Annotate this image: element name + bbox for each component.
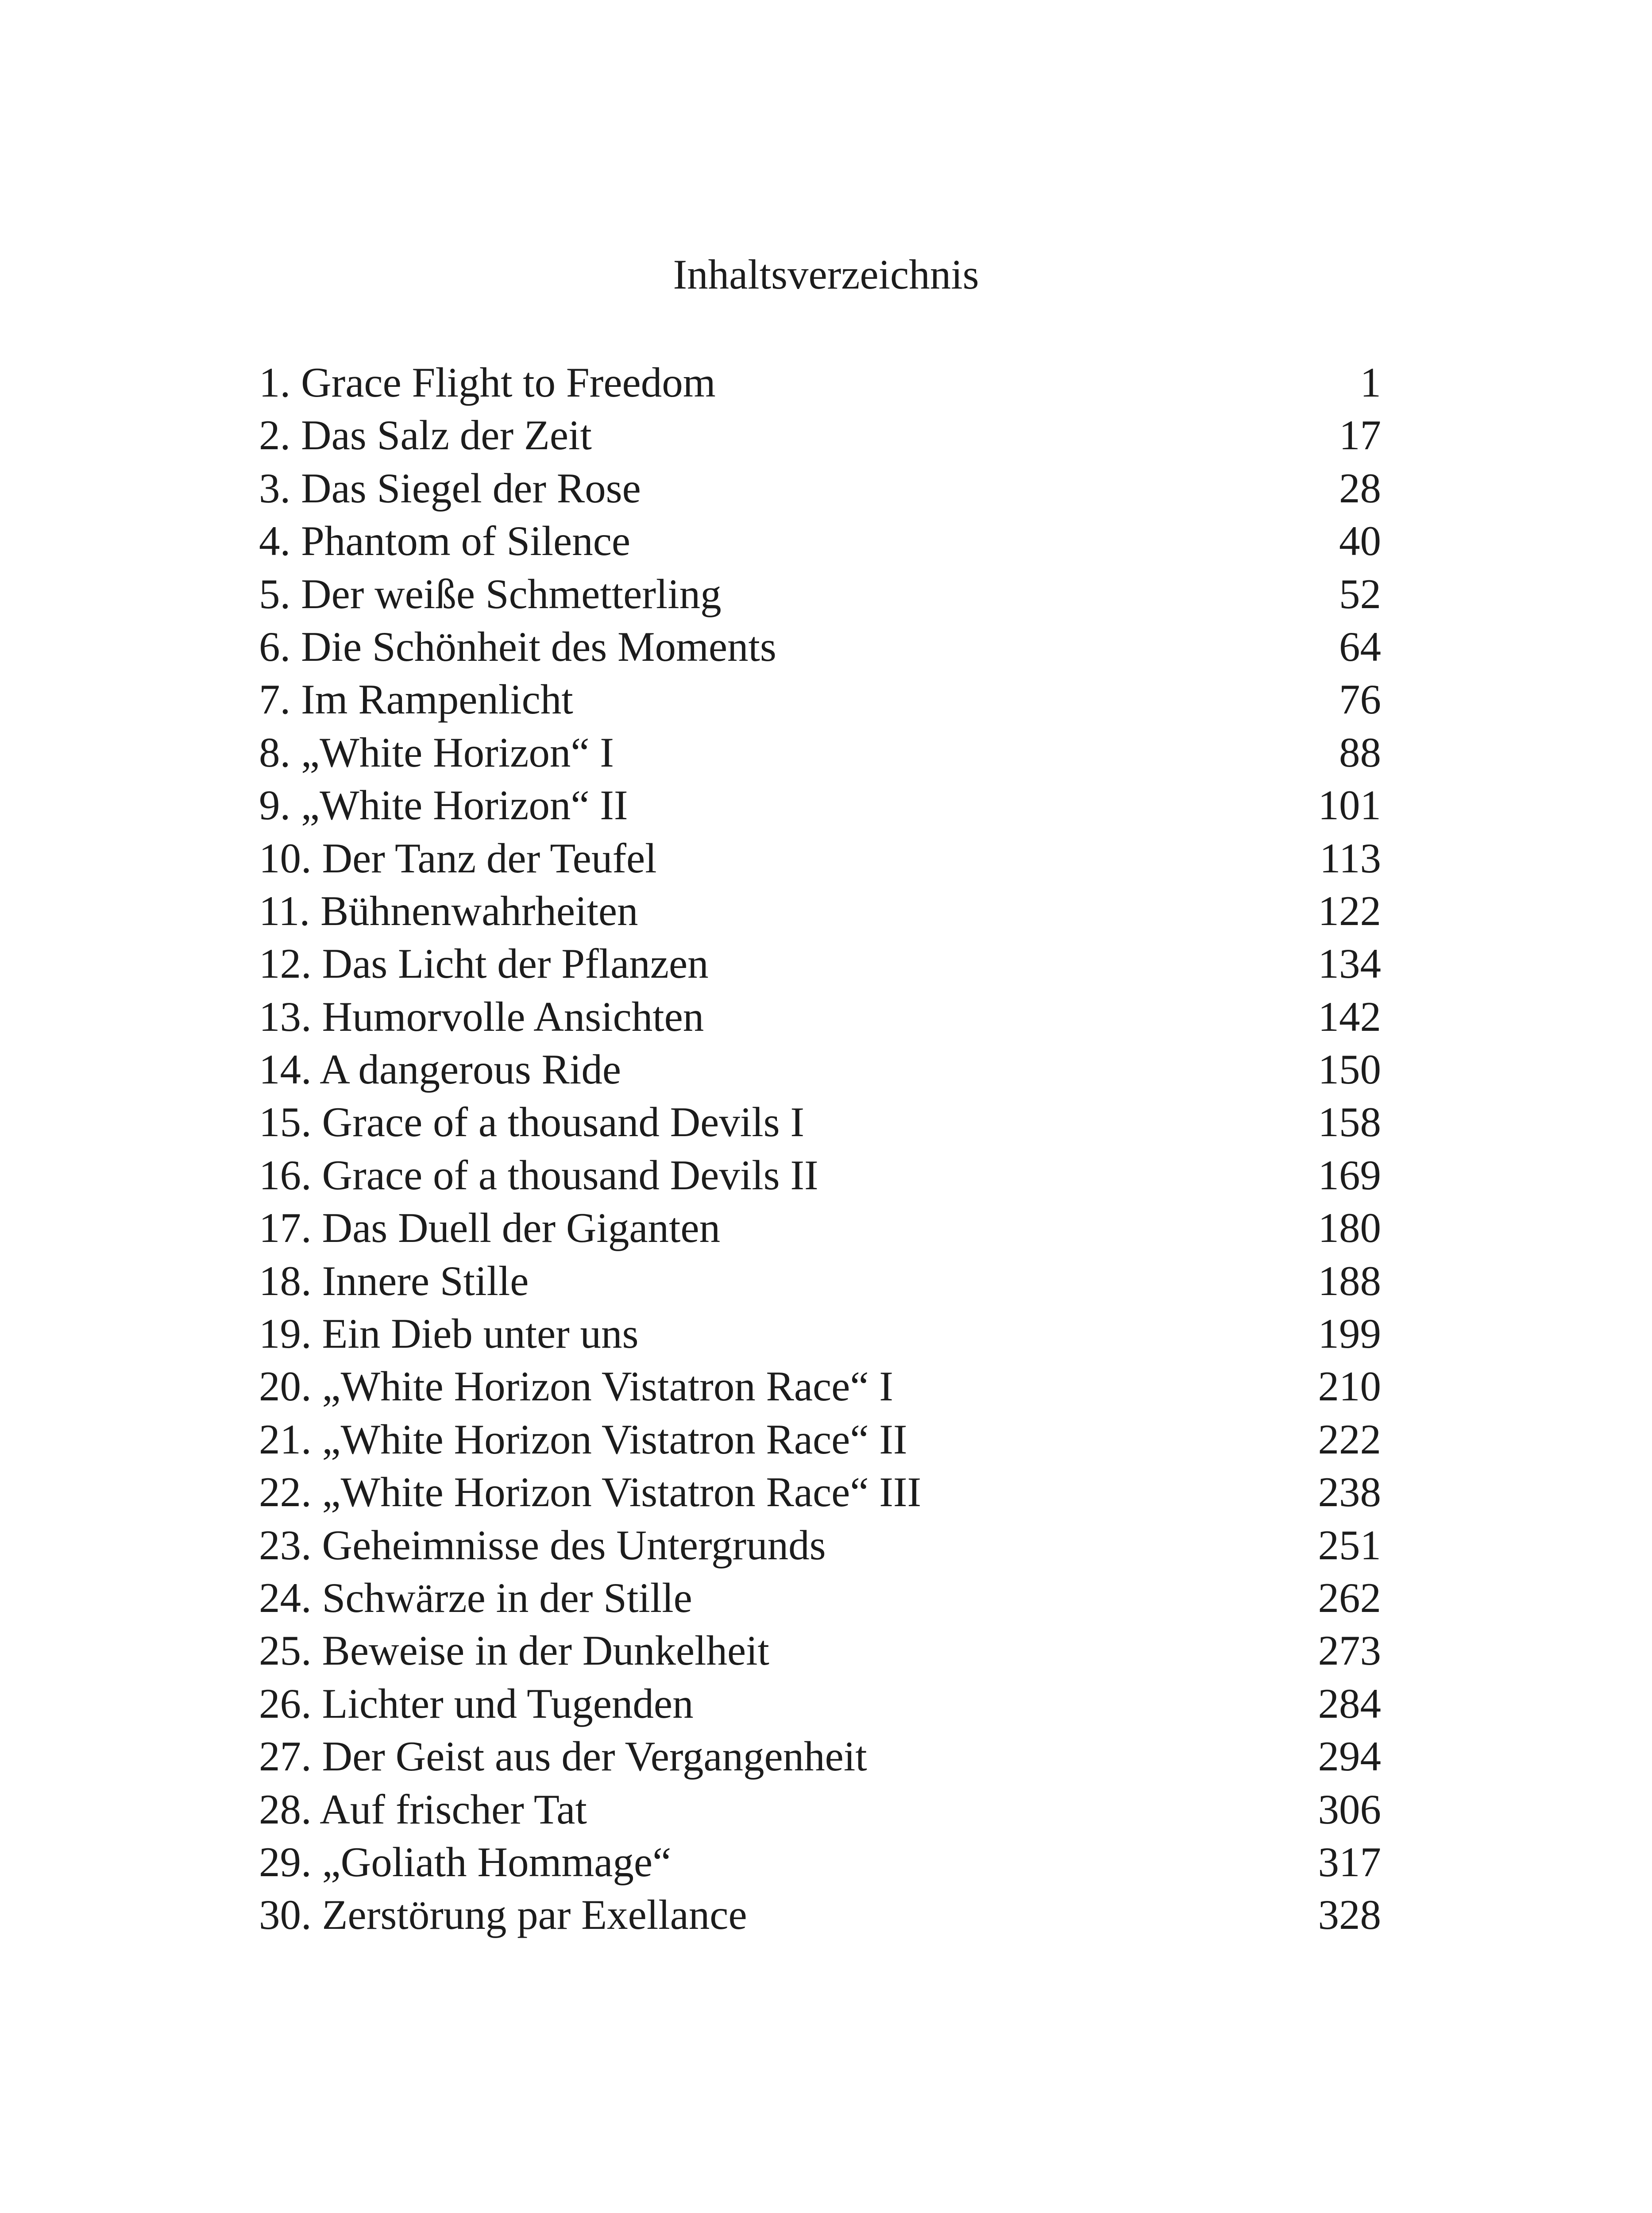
toc-entry-page-number: 113 — [1320, 834, 1381, 882]
toc-entry-title: 1. Grace Flight to Freedom — [259, 359, 716, 406]
toc-entry-page-number: 122 — [1318, 887, 1381, 934]
toc-entry — [259, 779, 1381, 832]
toc-entry — [259, 1255, 1381, 1307]
toc-entry-page-number: 251 — [1318, 1521, 1381, 1569]
toc-entry-page-number: 142 — [1318, 993, 1381, 1040]
toc-entry-page-number: 294 — [1318, 1733, 1381, 1780]
toc-entry-page-number: 199 — [1318, 1310, 1381, 1357]
toc-entry-page-number: 88 — [1339, 729, 1381, 776]
toc-entry-title: 24. Schwärze in der Stille — [259, 1574, 692, 1621]
toc-entry-title: 23. Geheimnisse des Untergrunds — [259, 1521, 826, 1569]
toc-entry-title: 9. „White Horizon“ II — [259, 782, 628, 829]
toc-entry-page-number: 52 — [1339, 570, 1381, 617]
toc-entry-title: 8. „White Horizon“ I — [259, 729, 614, 776]
toc-entry — [259, 885, 1381, 937]
toc-entry-page-number: 222 — [1318, 1415, 1381, 1463]
toc-entry — [259, 1149, 1381, 1202]
toc-entry — [259, 1043, 1381, 1096]
toc-entry-title: 13. Humorvolle Ansichten — [259, 993, 704, 1040]
toc-entry-title: 28. Auf frischer Tat — [259, 1785, 587, 1833]
toc-entry-title: 29. „Goliath Hommage“ — [259, 1838, 672, 1885]
toc-entry-title: 6. Die Schönheit des Moments — [259, 623, 776, 670]
toc-entry — [259, 726, 1381, 779]
toc-entry — [259, 1466, 1381, 1519]
toc-entry-title: 25. Beweise in der Dunkelheit — [259, 1627, 769, 1674]
toc-entry-page-number: 317 — [1318, 1838, 1381, 1885]
toc-entry-page-number: 188 — [1318, 1257, 1381, 1304]
toc-entry-page-number: 210 — [1318, 1363, 1381, 1410]
toc-entry-title: 5. Der weiße Schmetterling — [259, 570, 722, 617]
toc-entry — [259, 1730, 1381, 1783]
toc-entry — [259, 1836, 1381, 1889]
toc-entry — [259, 1783, 1381, 1836]
toc-entry-title: 19. Ein Dieb unter uns — [259, 1310, 639, 1357]
toc-entry-title: 20. „White Horizon Vistatron Race“ I — [259, 1363, 893, 1410]
toc-entry — [259, 409, 1381, 462]
toc-entry-title: 30. Zerstörung par Exellance — [259, 1891, 747, 1939]
toc-entry-page-number: 28 — [1339, 464, 1381, 512]
toc-entry-title: 21. „White Horizon Vistatron Race“ II — [259, 1415, 907, 1463]
table-of-contents — [259, 356, 1381, 1942]
toc-entry — [259, 462, 1381, 515]
toc-entry-page-number: 284 — [1318, 1680, 1381, 1727]
toc-entry-page-number: 306 — [1318, 1785, 1381, 1833]
toc-entry-title: 12. Das Licht der Pflanzen — [259, 940, 709, 987]
toc-entry-page-number: 180 — [1318, 1204, 1381, 1252]
toc-entry — [259, 1413, 1381, 1466]
toc-entry-page-number: 273 — [1318, 1627, 1381, 1674]
toc-entry-page-number: 101 — [1318, 782, 1381, 829]
toc-entry — [259, 1677, 1381, 1730]
toc-entry-page-number: 64 — [1339, 623, 1381, 670]
toc-entry-page-number: 134 — [1318, 940, 1381, 987]
toc-entry-page-number: 328 — [1318, 1891, 1381, 1939]
toc-entry — [259, 832, 1381, 885]
toc-entry — [259, 1624, 1381, 1677]
toc-entry — [259, 621, 1381, 673]
toc-entry — [259, 991, 1381, 1043]
toc-entry-page-number: 40 — [1339, 517, 1381, 565]
toc-entry-page-number: 76 — [1339, 676, 1381, 723]
toc-entry-title: 17. Das Duell der Giganten — [259, 1204, 721, 1252]
toc-entry — [259, 1202, 1381, 1254]
toc-entry — [259, 1360, 1381, 1413]
toc-entry — [259, 1572, 1381, 1624]
toc-entry — [259, 673, 1381, 726]
page-title: Inhaltsverzeichnis — [673, 251, 979, 298]
toc-entry — [259, 937, 1381, 990]
toc-entry-title: 3. Das Siegel der Rose — [259, 464, 641, 512]
toc-entry-page-number: 1 — [1360, 359, 1381, 406]
toc-entry-page-number: 238 — [1318, 1469, 1381, 1516]
toc-entry-title: 2. Das Salz der Zeit — [259, 412, 592, 459]
toc-entry-title: 16. Grace of a thousand Devils II — [259, 1151, 818, 1199]
toc-entry — [259, 1096, 1381, 1149]
toc-entry-page-number: 150 — [1318, 1046, 1381, 1093]
toc-entry — [259, 1307, 1381, 1360]
toc-entry-title: 7. Im Rampenlicht — [259, 676, 573, 723]
toc-entry-page-number: 158 — [1318, 1099, 1381, 1146]
toc-entry — [259, 356, 1381, 409]
toc-entry-page-number: 262 — [1318, 1574, 1381, 1621]
toc-entry-title: 10. Der Tanz der Teufel — [259, 834, 657, 882]
toc-entry-title: 4. Phantom of Silence — [259, 517, 631, 565]
toc-entry-title: 15. Grace of a thousand Devils I — [259, 1099, 804, 1146]
toc-entry-title: 11. Bühnenwahrheiten — [259, 887, 638, 934]
toc-entry-title: 18. Innere Stille — [259, 1257, 529, 1304]
toc-entry-page-number: 17 — [1339, 412, 1381, 459]
toc-entry-title: 22. „White Horizon Vistatron Race“ III — [259, 1469, 922, 1516]
toc-entry-title: 27. Der Geist aus der Vergangenheit — [259, 1733, 867, 1780]
toc-entry — [259, 1889, 1381, 1941]
toc-entry-page-number: 169 — [1318, 1151, 1381, 1199]
toc-entry — [259, 568, 1381, 621]
toc-entry-title: 26. Lichter und Tugenden — [259, 1680, 694, 1727]
toc-entry — [259, 515, 1381, 567]
toc-entry-title: 14. A dangerous Ride — [259, 1046, 621, 1093]
toc-entry — [259, 1519, 1381, 1572]
